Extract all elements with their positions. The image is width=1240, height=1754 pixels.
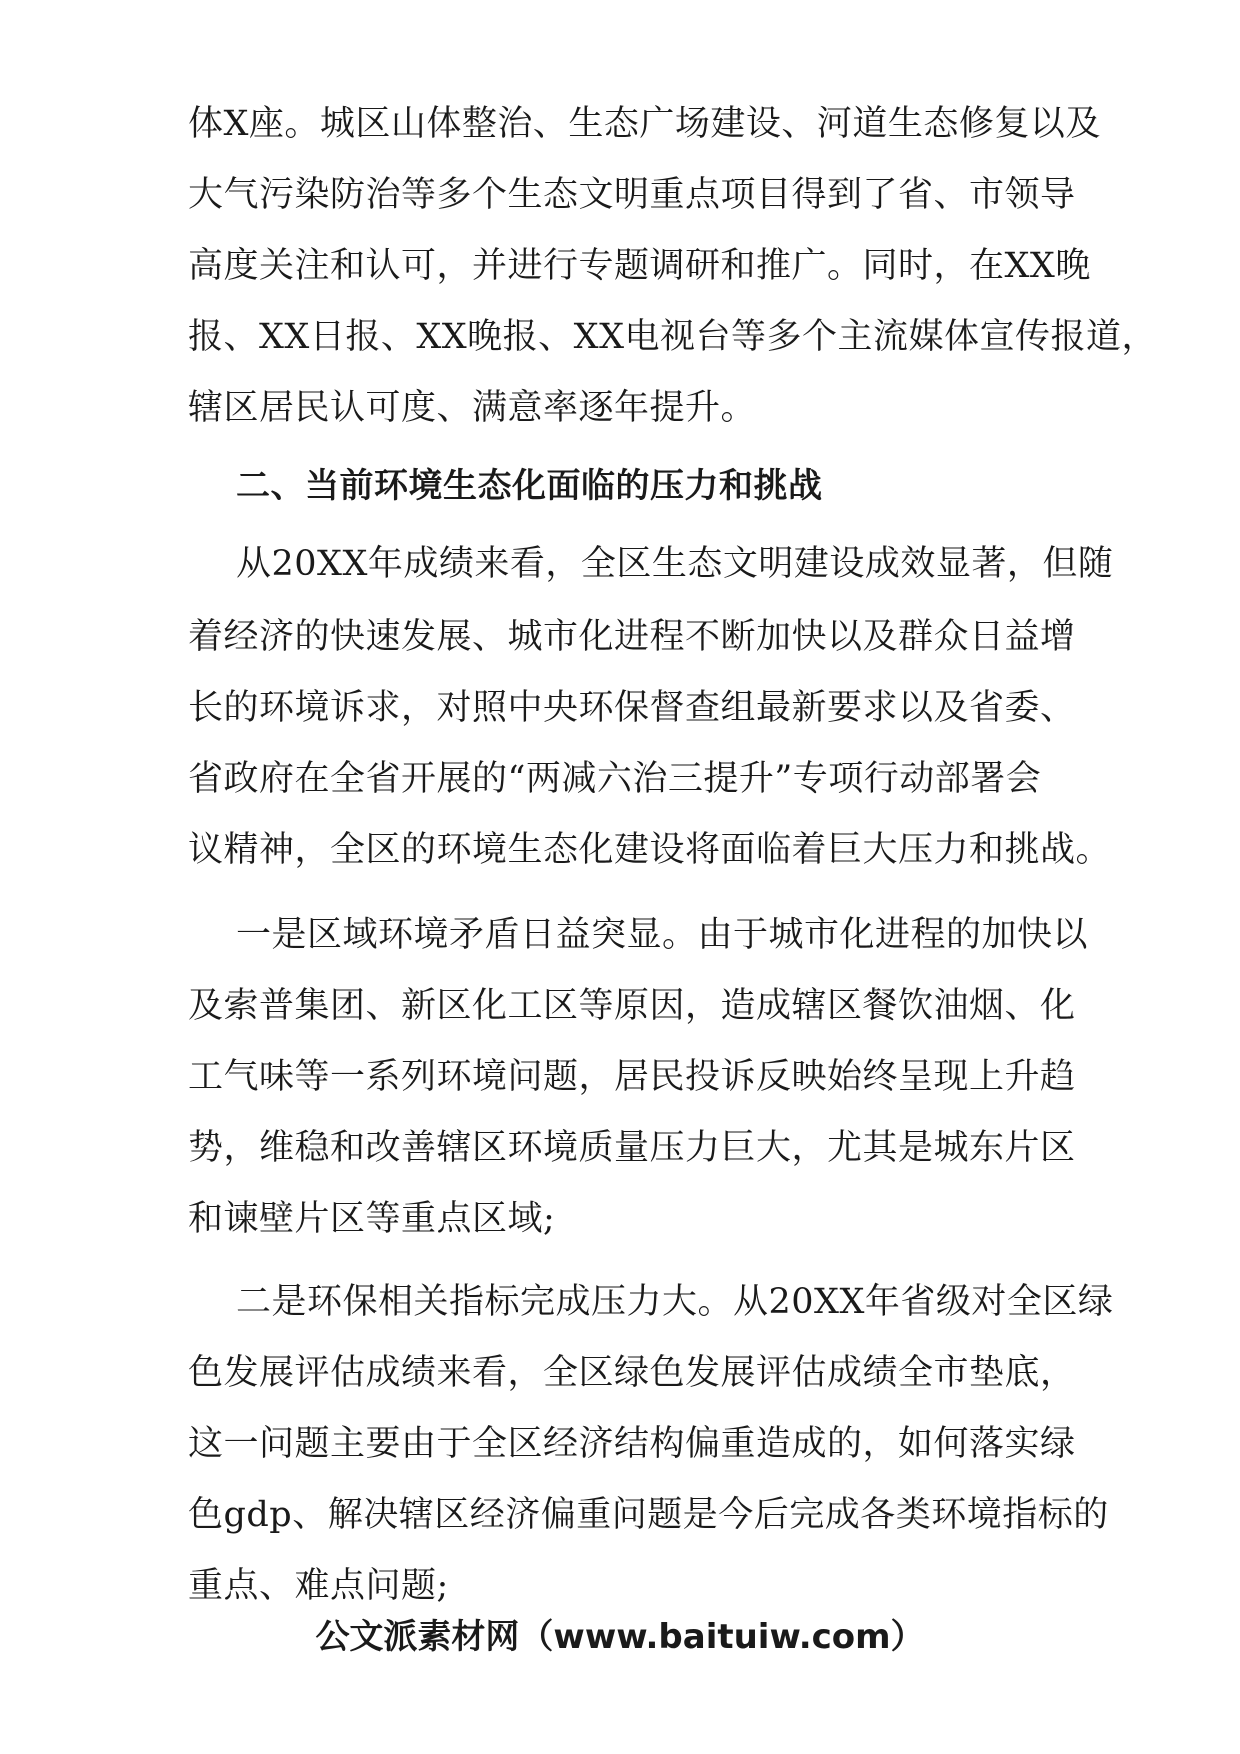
paragraph-3-line-3: 工气味等一系列环境问题，居民投诉反映始终呈现上升趋 bbox=[188, 1057, 1076, 1097]
paragraph-3-line-4: 势，维稳和改善辖区环境质量压力巨大，尤其是城东片区 bbox=[188, 1128, 1076, 1168]
paragraph-4-line-1: 二是环保相关指标完成压力大。从20XX年省级对全区绿 bbox=[236, 1282, 1114, 1322]
paragraph-2-line-4: 省政府在全省开展的“两减六治三提升”专项行动部署会 bbox=[188, 759, 1042, 799]
paragraph-4-line-4: 色gdp、解决辖区经济偏重问题是今后完成各类环境指标的 bbox=[188, 1495, 1109, 1535]
paragraph-2-line-5: 议精神，全区的环境生态化建设将面临着巨大压力和挑战。 bbox=[188, 830, 1112, 870]
paragraph-4-line-2: 色发展评估成绩来看，全区绿色发展评估成绩全市垫底， bbox=[188, 1353, 1076, 1393]
paragraph-4-line-3: 这一问题主要由于全区经济结构偏重造成的，如何落实绿 bbox=[188, 1424, 1076, 1464]
section-heading: 二、当前环境生态化面临的压力和挑战 bbox=[236, 466, 823, 506]
paragraph-2-line-2: 着经济的快速发展、城市化进程不断加快以及群众日益增 bbox=[188, 617, 1076, 657]
paragraph-1-line-1: 体X座。城区山体整治、生态广场建设、河道生态修复以及 bbox=[188, 104, 1101, 144]
paragraph-1-line-3: 高度关注和认可，并进行专题调研和推广。同时，在XX晚 bbox=[188, 246, 1091, 286]
paragraph-1-line-2: 大气污染防治等多个生态文明重点项目得到了省、市领导 bbox=[188, 175, 1076, 215]
paragraph-2-line-1: 从20XX年成绩来看，全区生态文明建设成效显著，但随 bbox=[236, 544, 1114, 584]
paragraph-2-line-3: 长的环境诉求，对照中央环保督查组最新要求以及省委、 bbox=[188, 688, 1076, 728]
paragraph-1-line-5: 辖区居民认可度、满意率逐年提升。 bbox=[188, 388, 757, 428]
paragraph-1-line-4: 报、XX日报、XX晚报、XX电视台等多个主流媒体宣传报道， bbox=[188, 317, 1158, 357]
paragraph-4-line-5: 重点、难点问题; bbox=[188, 1566, 449, 1606]
paragraph-3-line-2: 及索普集团、新区化工区等原因，造成辖区餐饮油烟、化 bbox=[188, 986, 1076, 1026]
paragraph-3-line-1: 一是区域环境矛盾日益突显。由于城市化进程的加快以 bbox=[236, 915, 1089, 955]
paragraph-3-line-5: 和谏壁片区等重点区域; bbox=[188, 1199, 556, 1239]
footer-source-text: 公文派素材网（www.baituiw.com） bbox=[315, 1617, 925, 1657]
